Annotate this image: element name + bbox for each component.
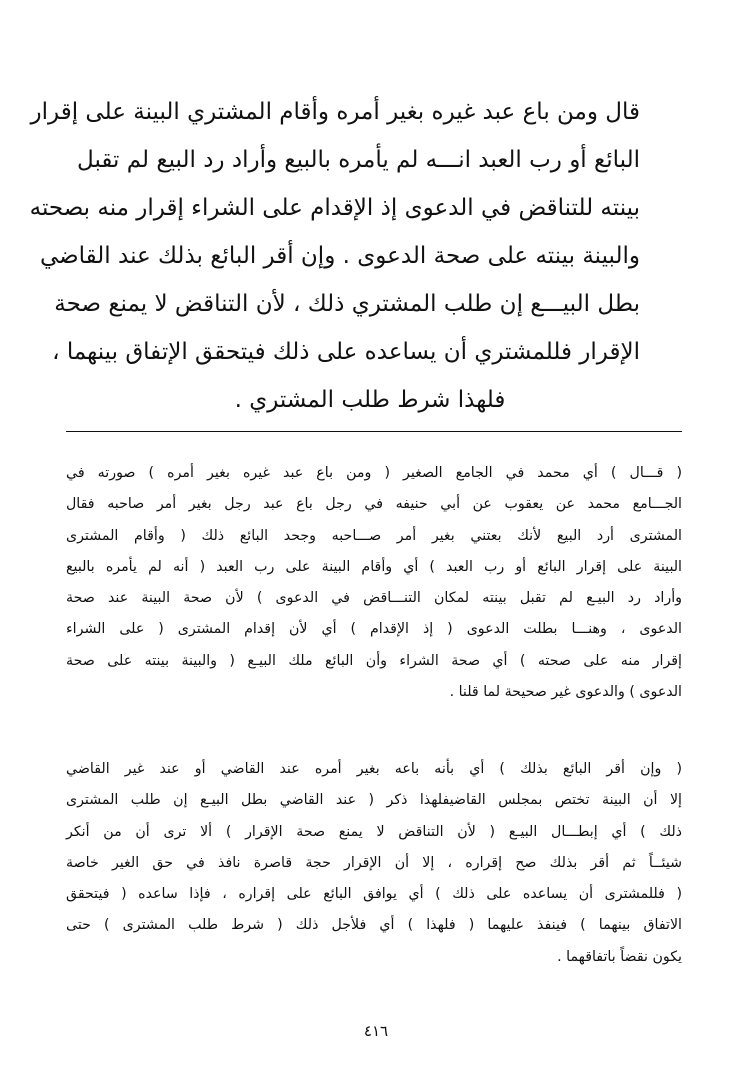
main-text-block (29, 88, 640, 424)
page-number: ٤١٦ (363, 1022, 389, 1040)
commentary-line: ( فللمشترى أن يساعده على ذلك ) أي يوافق البائع على إقراره ، فإذا ساعده ( فيتحقق (66, 886, 682, 903)
commentary-line: الدعوى ) والدعوى غير صحيحة لما قلنا . (449, 684, 682, 701)
commentary-line: البينة على إقرار البائع أو رب العبد ) أي وأقام البينة على رب العبد ( أنه لم يأمره بالبيع (66, 558, 682, 575)
commentary-line: إقرار منه على صحته ) أي صحة الشراء وأن البائع ملك البيـع ( والبينة بينته على صحة (66, 652, 682, 669)
commentary-line: شيئــاً ثم أقر بذلك صح إقراره ، إلا أن الإقرار حجة قاصرة نافذ في حق الغير خاصة (66, 854, 682, 871)
commentary-line: يكون نقضاً باتفاقهما . (557, 948, 682, 965)
main-text-line: قال ومن باع عبد غيره بغير أمره وأقام المشتري البينة على إقرار (30, 99, 640, 125)
commentary-line: الدعوى ، وهنـــا بطلت الدعوى ( إذ الإقدام ) أي لأن إقدام المشترى ( على الشراء (66, 621, 682, 638)
commentary-line: ( قـــال ) أي محمد في الجامع الصغير ( ومن باع عبد غيره بغير أمره ) صورته في (66, 465, 682, 481)
section-divider (66, 431, 682, 432)
main-text-line: بطل البيـــع إن طلب المشتري ذلك ، لأن التناقض لا يمنع صحة (54, 291, 640, 317)
commentary-line: وأراد رد البيـع لم تقبل بينته لمكان التنـــاقض في الدعوى ) لأن صحة البينة عند صحة (66, 590, 682, 607)
main-text-line: فلهذا شرط طلب المشتري . (234, 387, 506, 413)
main-text-line: بينته للتناقض في الدعوى إذ الإقدام على الشراء إقرار منه بصحته (29, 195, 640, 221)
main-text-line: البائع أو رب العبد انـــه لم يأمره بالبيع وأراد رد البيع لم تقبل (77, 147, 640, 173)
commentary-line: ذلك ) أي إبطـــال البيـع ( لأن التناقض لا يمنع صحة الإقرار ) ألا ترى أن من أنكر (66, 823, 682, 840)
commentary-line: الاتفاق بينهما ) فينفذ عليهما ( فلهذا ) أي فلأجل ذلك ( شرط طلب المشترى ) حتى (66, 917, 682, 934)
main-text-line: الإقرار فللمشتري أن يساعده على ذلك فيتحقق الإتفاق بينهما ، (52, 339, 640, 365)
commentary-paragraph-two (66, 754, 682, 973)
commentary-line: المشترى أرد البيع لأنك بعتني بغير أمر صـــاحبه وجحد البائع ذلك ( وأقام المشترى (66, 527, 682, 544)
commentary-line: إلا أن البينة تختص بمجلس القاضيفلهذا ذكر ( عند القاضي بطل البيـع إن طلب المشترى (66, 792, 682, 809)
commentary-line: ( وإن أقر البائع بذلك ) أي بأنه باعه بغير أمره عند القاضي أو عند غير القاضي (66, 761, 682, 777)
main-text-line: والبينة بينته على صحة الدعوى . وإن أقر البائع بذلك عند القاضي (39, 243, 640, 269)
commentary-paragraph-one (66, 458, 682, 708)
commentary-line: الجـــامع محمد عن يعقوب عن أبي حنيفه في رجل باع عبد رجل بغير أمر صاحبه فقال (66, 496, 682, 513)
